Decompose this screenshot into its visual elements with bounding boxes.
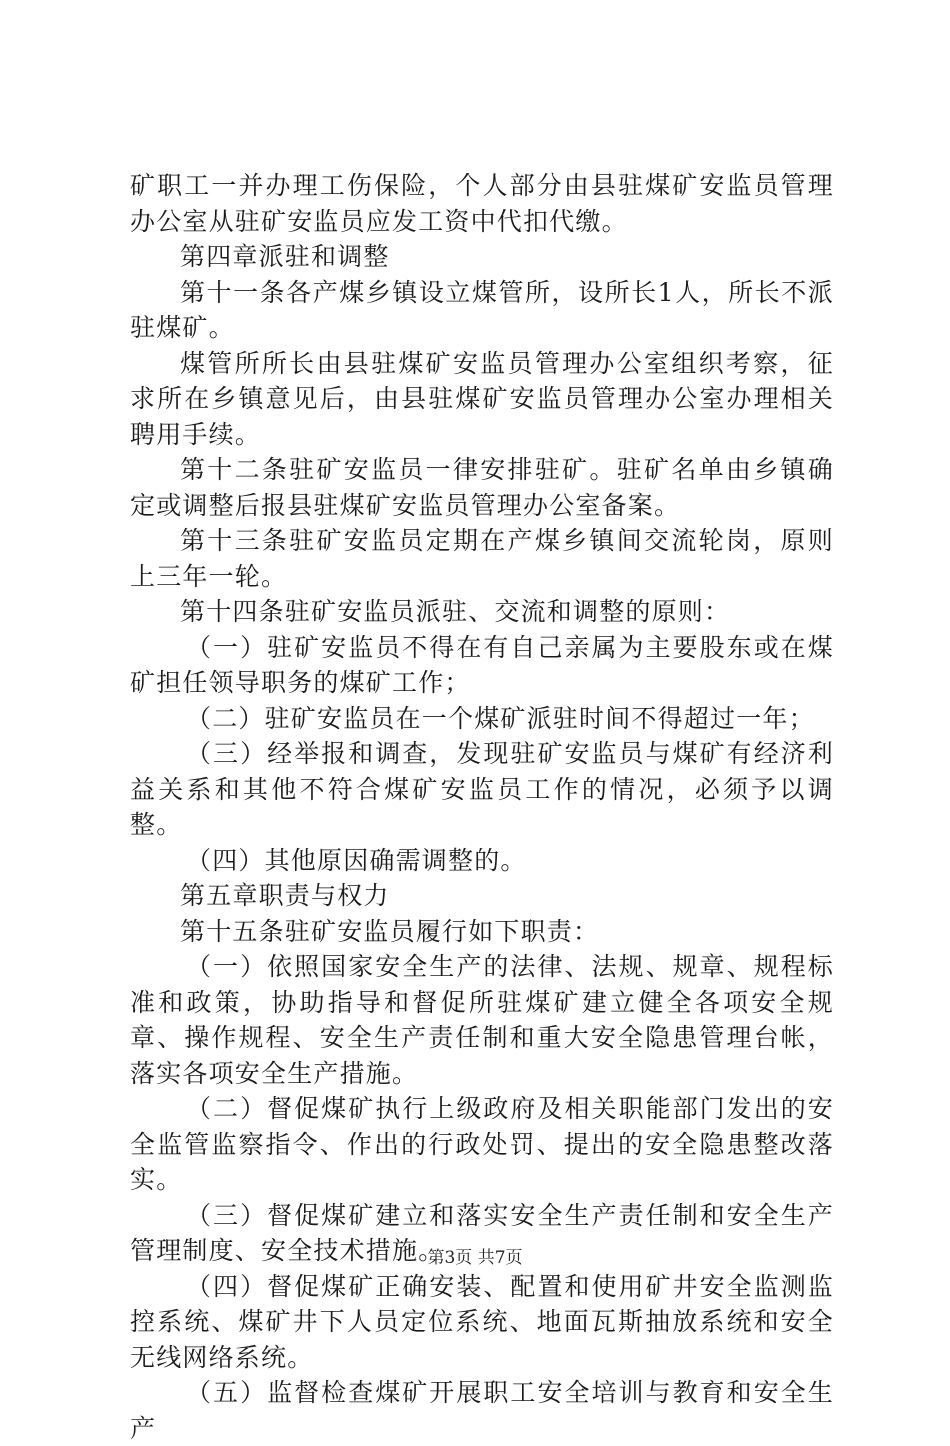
list-item: （二）督促煤矿执行上级政府及相关职能部门发出的安全监管监察指令、作出的行政处罚、提出的安全隐患整改落实。 [130,1094,834,1194]
list-item: （四）督促煤矿正确安装、配置和使用矿井安全监测监控系统、煤矿井下人员定位系统、地面瓦斯抽放系统和安全无线网络系统。 [130,1271,834,1372]
article-12: 第十二条驻矿安监员一律安排驻矿。驻矿名单由乡镇确定或调整后报县驻煤矿安监员管理办公室备案。 [130,455,834,520]
chapter-heading-4: 第四章派驻和调整 [180,242,390,271]
paragraph-continuation: 矿职工一并办理工伤保险，个人部分由县驻煤矿安监员管理办公室从驻矿安监员应发工资中代扣代缴。 [130,171,834,236]
list-item: （三）经举报和调查，发现驻矿安监员与煤矿有经济利益关系和其他不符合煤矿安监员工作的情况，必须予以调整。 [130,739,834,839]
list-item: （五）监督检查煤矿开展职工安全培训与教育和安全生产 [130,1378,834,1443]
article-15: 第十五条驻矿安监员履行如下职责： [180,916,600,946]
paragraph: 煤管所所长由县驻煤矿安监员管理办公室组织考察，征求所在乡镇意见后，由县驻煤矿安监员管理办公室办理相关聘用手续。 [130,348,834,449]
chapter-heading-5: 第五章职责与权力 [180,881,390,910]
article-14: 第十四条驻矿安监员派驻、交流和调整的原则： [180,597,731,626]
list-item: （四）其他原因确需调整的。 [186,845,527,875]
article-11: 第十一条各产煤乡镇设立煤管所，设所长1人，所长不派驻煤矿。 [130,277,834,342]
page-footer: 第3页 共7页 [427,1248,523,1268]
list-item: （一）依照国家安全生产的法律、法规、规章、规程标准和政策，协助指导和督促所驻煤矿建立健全各项安全规章、操作规程、安全生产责任制和重大安全隐患管理台帐，落实各项安全生产措施。 [130,952,834,1088]
list-item: （二）驻矿安监员在一个煤矿派驻时间不得超过一年； [186,703,815,733]
list-item: （一）驻矿安监员不得在有自己亲属为主要股东或在煤矿担任领导职务的煤矿工作； [130,632,834,697]
list-item: （三）督促煤矿建立和落实安全生产责任制和安全生产管理制度、安全技术措施。 [130,1200,834,1265]
article-13: 第十三条驻矿安监员定期在产煤乡镇间交流轮岗，原则上三年一轮。 [130,526,834,591]
